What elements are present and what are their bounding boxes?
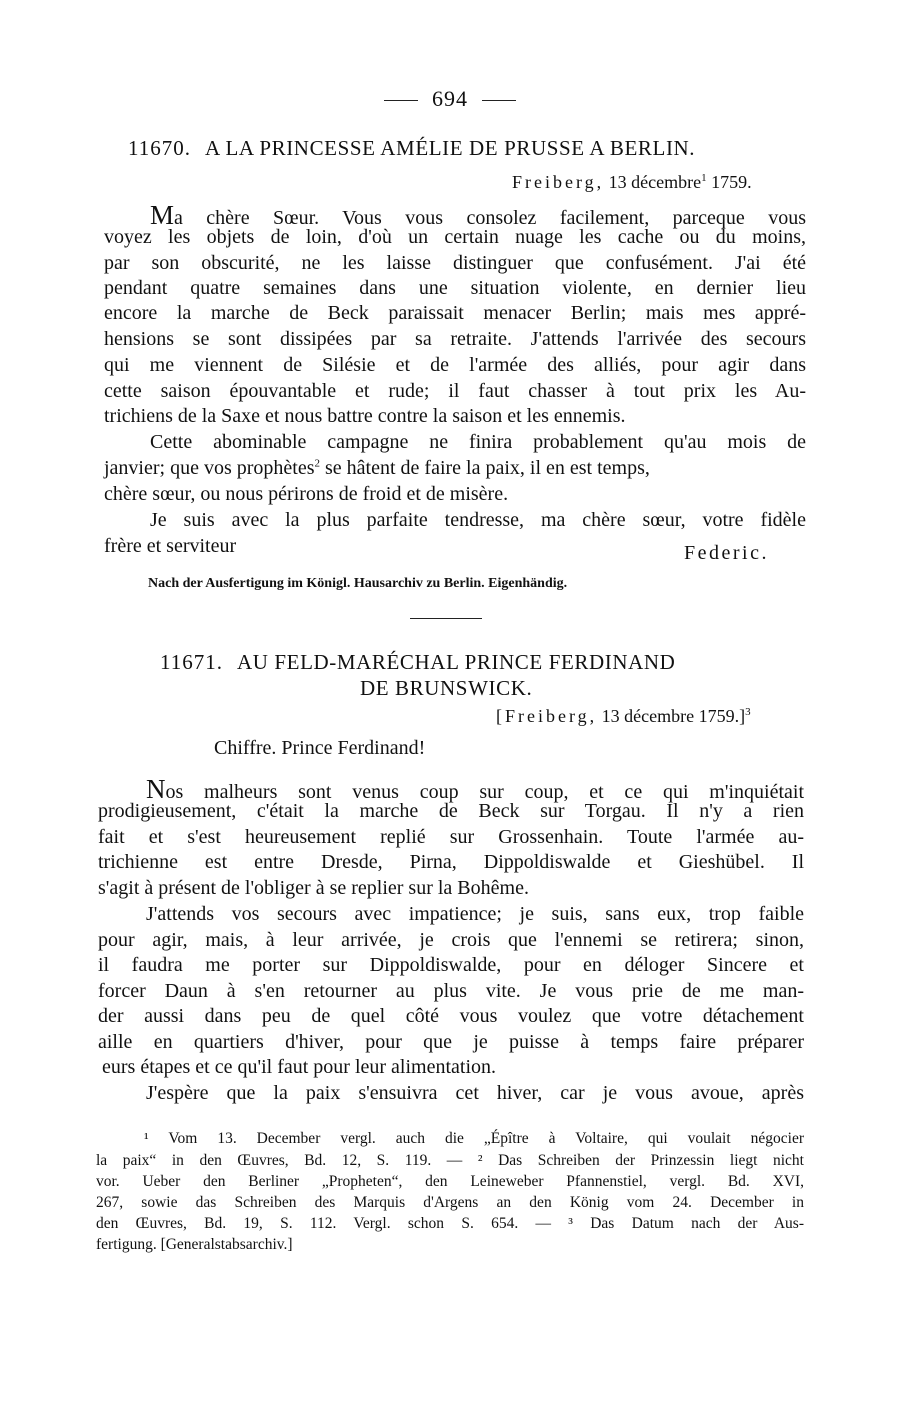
letter1-line-2: voyez les objets de loin, d'où un certain nuage les cache ou du moins, [104, 226, 806, 248]
letter1-line-11 [104, 457, 806, 480]
letter2-line-7: pour agir, mais, à leur arrivée, je crois que l'ennemi se retirera; sinon, [98, 929, 804, 951]
letter1-text-line-1: Ma chère Sœur. Vous vous consolez facilement, parceque vous [150, 200, 806, 230]
letter1-dateline [512, 172, 752, 193]
letter1-line-8: cette saison épouvantable et rude; il faut chasser à tout prix les Au- [104, 380, 806, 402]
letter1-line-12: chère sœur, ou nous périrons de froid et de misère. [104, 483, 509, 505]
letter2-line-6: J'attends vos secours avec impatience; je suis, sans eux, trop faible [146, 903, 804, 925]
letter2-heading [160, 650, 675, 675]
footnote-line-2: la paix“ in den Œuvres, Bd. 12, S. 119. — ² Das Schreiben der Prinzessin liegt nicht [96, 1152, 804, 1169]
letter2-line-13: J'espère que la paix s'ensuivra cet hiver, car je vous avoue, après [146, 1082, 804, 1104]
letter2-line-12: eurs étapes et ce qu'il faut pour leur alimentation. [102, 1056, 497, 1078]
letter2-line-10: der aussi dans peu de quel côté vous voulez que votre détachement [98, 1005, 804, 1027]
page-number [0, 86, 900, 112]
footnote-ref-2: 2 [314, 457, 320, 470]
page-number-text: 694 [432, 86, 468, 111]
letter2-line-5: s'agit à présent de l'obliger à se replier sur la Bohême. [98, 877, 529, 899]
letter1-line-13: Je suis avec la plus parfaite tendresse, ma chère sœur, votre fidèle [150, 509, 806, 531]
letter2-title-line1: AU FELD-MARÉCHAL PRINCE FERDINAND [236, 650, 676, 674]
footnote-line-4: 267, sowie das Schreiben des Marquis d'Argens an den König vom 24. December in [96, 1194, 804, 1211]
letter1-line-11-part-a: janvier; que vos prophètes [104, 457, 315, 479]
footnote-line-6: fertigung. [Generalstabsarchiv.] [96, 1236, 293, 1253]
letter1-line-7: qui me viennent de Silésie et de l'armée des alliés, pour agir dans [104, 354, 806, 376]
letter2-line-9: forcer Daun à s'en retourner au plus vite. Je vous prie de me man- [98, 980, 804, 1002]
letter1-date: 13 décembre [608, 172, 702, 192]
footnote-line-3: vor. Ueber den Berliner „Propheten“, den Leineweber Pfannenstiel, vergl. Bd. XVI, [96, 1173, 804, 1190]
letter1-line-5: encore la marche de Beck paraissait menacer Berlin; mais mes appré- [104, 302, 806, 324]
letter1-place: Freiberg, [512, 172, 605, 192]
letter2-line-4: trichienne est entre Dresde, Pirna, Dippoldiswalde et Gieshübel. Il [98, 851, 804, 873]
letter2-line-3: fait et s'est heureusement replié sur Grossenhain. Toute l'armée au- [98, 826, 804, 848]
letter1-line-14: frère et serviteur [104, 535, 237, 557]
footnote-ref-3: 3 [745, 706, 751, 718]
letter1-line-3: par son obscurité, ne les laisse distinguer que confusément. J'ai été [104, 252, 806, 274]
footnote-line-1: ¹ Vom 13. December vergl. auch die „Épître à Voltaire, qui voulait négocier [144, 1130, 804, 1147]
letter2-salutation: Chiffre. Prince Ferdinand! [214, 737, 426, 759]
letter2-line-8: il faudra me porter sur Dippoldiswalde, pour en déloger Sincere et [98, 954, 804, 976]
letter1-number: 11670. [128, 136, 191, 160]
letter2-line-11: aille en quartiers d'hiver, pour que je puisse à temps faire préparer [98, 1031, 804, 1053]
letter1-signature: Federic. [684, 542, 769, 564]
letter1-source-note: Nach der Ausfertigung im Königl. Hausarchiv zu Berlin. Eigenhändig. [148, 576, 568, 591]
letter1-heading [128, 136, 695, 161]
section-divider [410, 618, 482, 619]
letter1-line-4: pendant quatre semaines dans une situation violente, en dernier lieu [104, 277, 806, 299]
footnote-ref-1: 1 [701, 172, 707, 184]
footnote-line-5: den Œuvres, Bd. 19, S. 112. Vergl. schon S. 654. — ³ Das Datum nach der Aus- [96, 1215, 804, 1232]
letter2-place: [Freiberg, [496, 706, 598, 726]
letter1-year: 1759. [711, 172, 752, 192]
letter1-title: A LA PRINCESSE AMÉLIE DE PRUSSE A BERLIN. [204, 136, 696, 160]
letter2-line-2: prodigieusement, c'était la marche de Beck sur Torgau. Il n'y a rien [98, 800, 804, 822]
letter2-date: 13 décembre 1759.] [601, 706, 746, 726]
letter1-line-11-part-b: se hâtent de faire la paix, il en est temps, [325, 457, 650, 479]
letter1-line-9: trichiens de la Saxe et nous battre contre la saison et les ennemis. [104, 405, 626, 427]
page-number-dash-left [384, 100, 418, 101]
letter2-text-line-1: Nos malheurs sont venus coup sur coup, et ce qui m'inquiétait [146, 774, 804, 804]
letter1-line-6: hensions se sont dissipées par sa retraite. J'attends l'arrivée des secours [104, 328, 806, 350]
letter2-dateline [496, 706, 751, 727]
page-number-dash-right [482, 100, 516, 101]
letter2-title-line2: DE BRUNSWICK. [360, 676, 533, 700]
letter1-line-10: Cette abominable campagne ne finira probablement qu'au mois de [150, 431, 806, 453]
letter2-number: 11671. [160, 650, 223, 674]
